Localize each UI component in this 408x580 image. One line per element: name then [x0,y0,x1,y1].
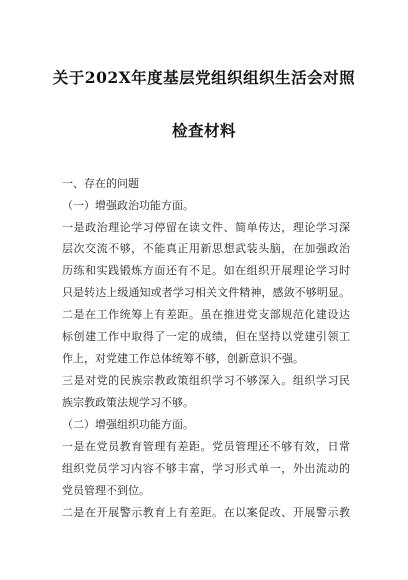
paragraph-line: 族宗教政策法规学习不够。 [62,396,194,409]
paragraph-line: 一是在党员教育管理有差距。党员管理还不够有效，日常 [62,440,350,453]
document-title-line-2: 检查材料 [171,121,236,140]
paragraph-line: 二是在工作统筹上有差距。虽在推进党支部规范化建设达 [62,308,350,321]
subsection-heading: （一）增强政治功能方面。 [62,199,194,212]
paragraph-line: 历练和实践锻炼方面还有不足。如在组织开展理论学习时 [62,264,350,277]
subsection-heading: （二）增强组织功能方面。 [62,418,194,431]
paragraph-line: 二是在开展警示教育上有差距。在以案促改、开展警示教 [62,506,350,519]
paragraph-line: 党员管理不到位。 [62,484,150,497]
paragraph-line: 只是转达上级通知或者学习相关文件精神，感敛不够明显。 [62,286,350,299]
paragraph-line: 组织党员学习内容不够丰富，学习形式单一，外出流动的 [62,462,350,475]
paragraph-line: 三是对党的民族宗教政策组织学习不够深入。组织学习民 [62,374,350,387]
document-title-line-1: 关于202X年度基层党组织组织生活会对照 [52,68,356,87]
paragraph-line: 标创建工作中取得了一定的成绩，但在坚持以党建引领工 [62,330,350,343]
paragraph-line: 一是政治理论学习停留在读文件、简单传达，理论学习深 [62,221,350,234]
section-heading: 一、存在的问题 [62,177,139,190]
paragraph-line: 层次交流不够，不能真正用新思想武装头脑，在加强政治 [62,242,350,255]
paragraph-line: 作上，对党建工作总体统筹不够，创新意识不强。 [62,352,304,365]
